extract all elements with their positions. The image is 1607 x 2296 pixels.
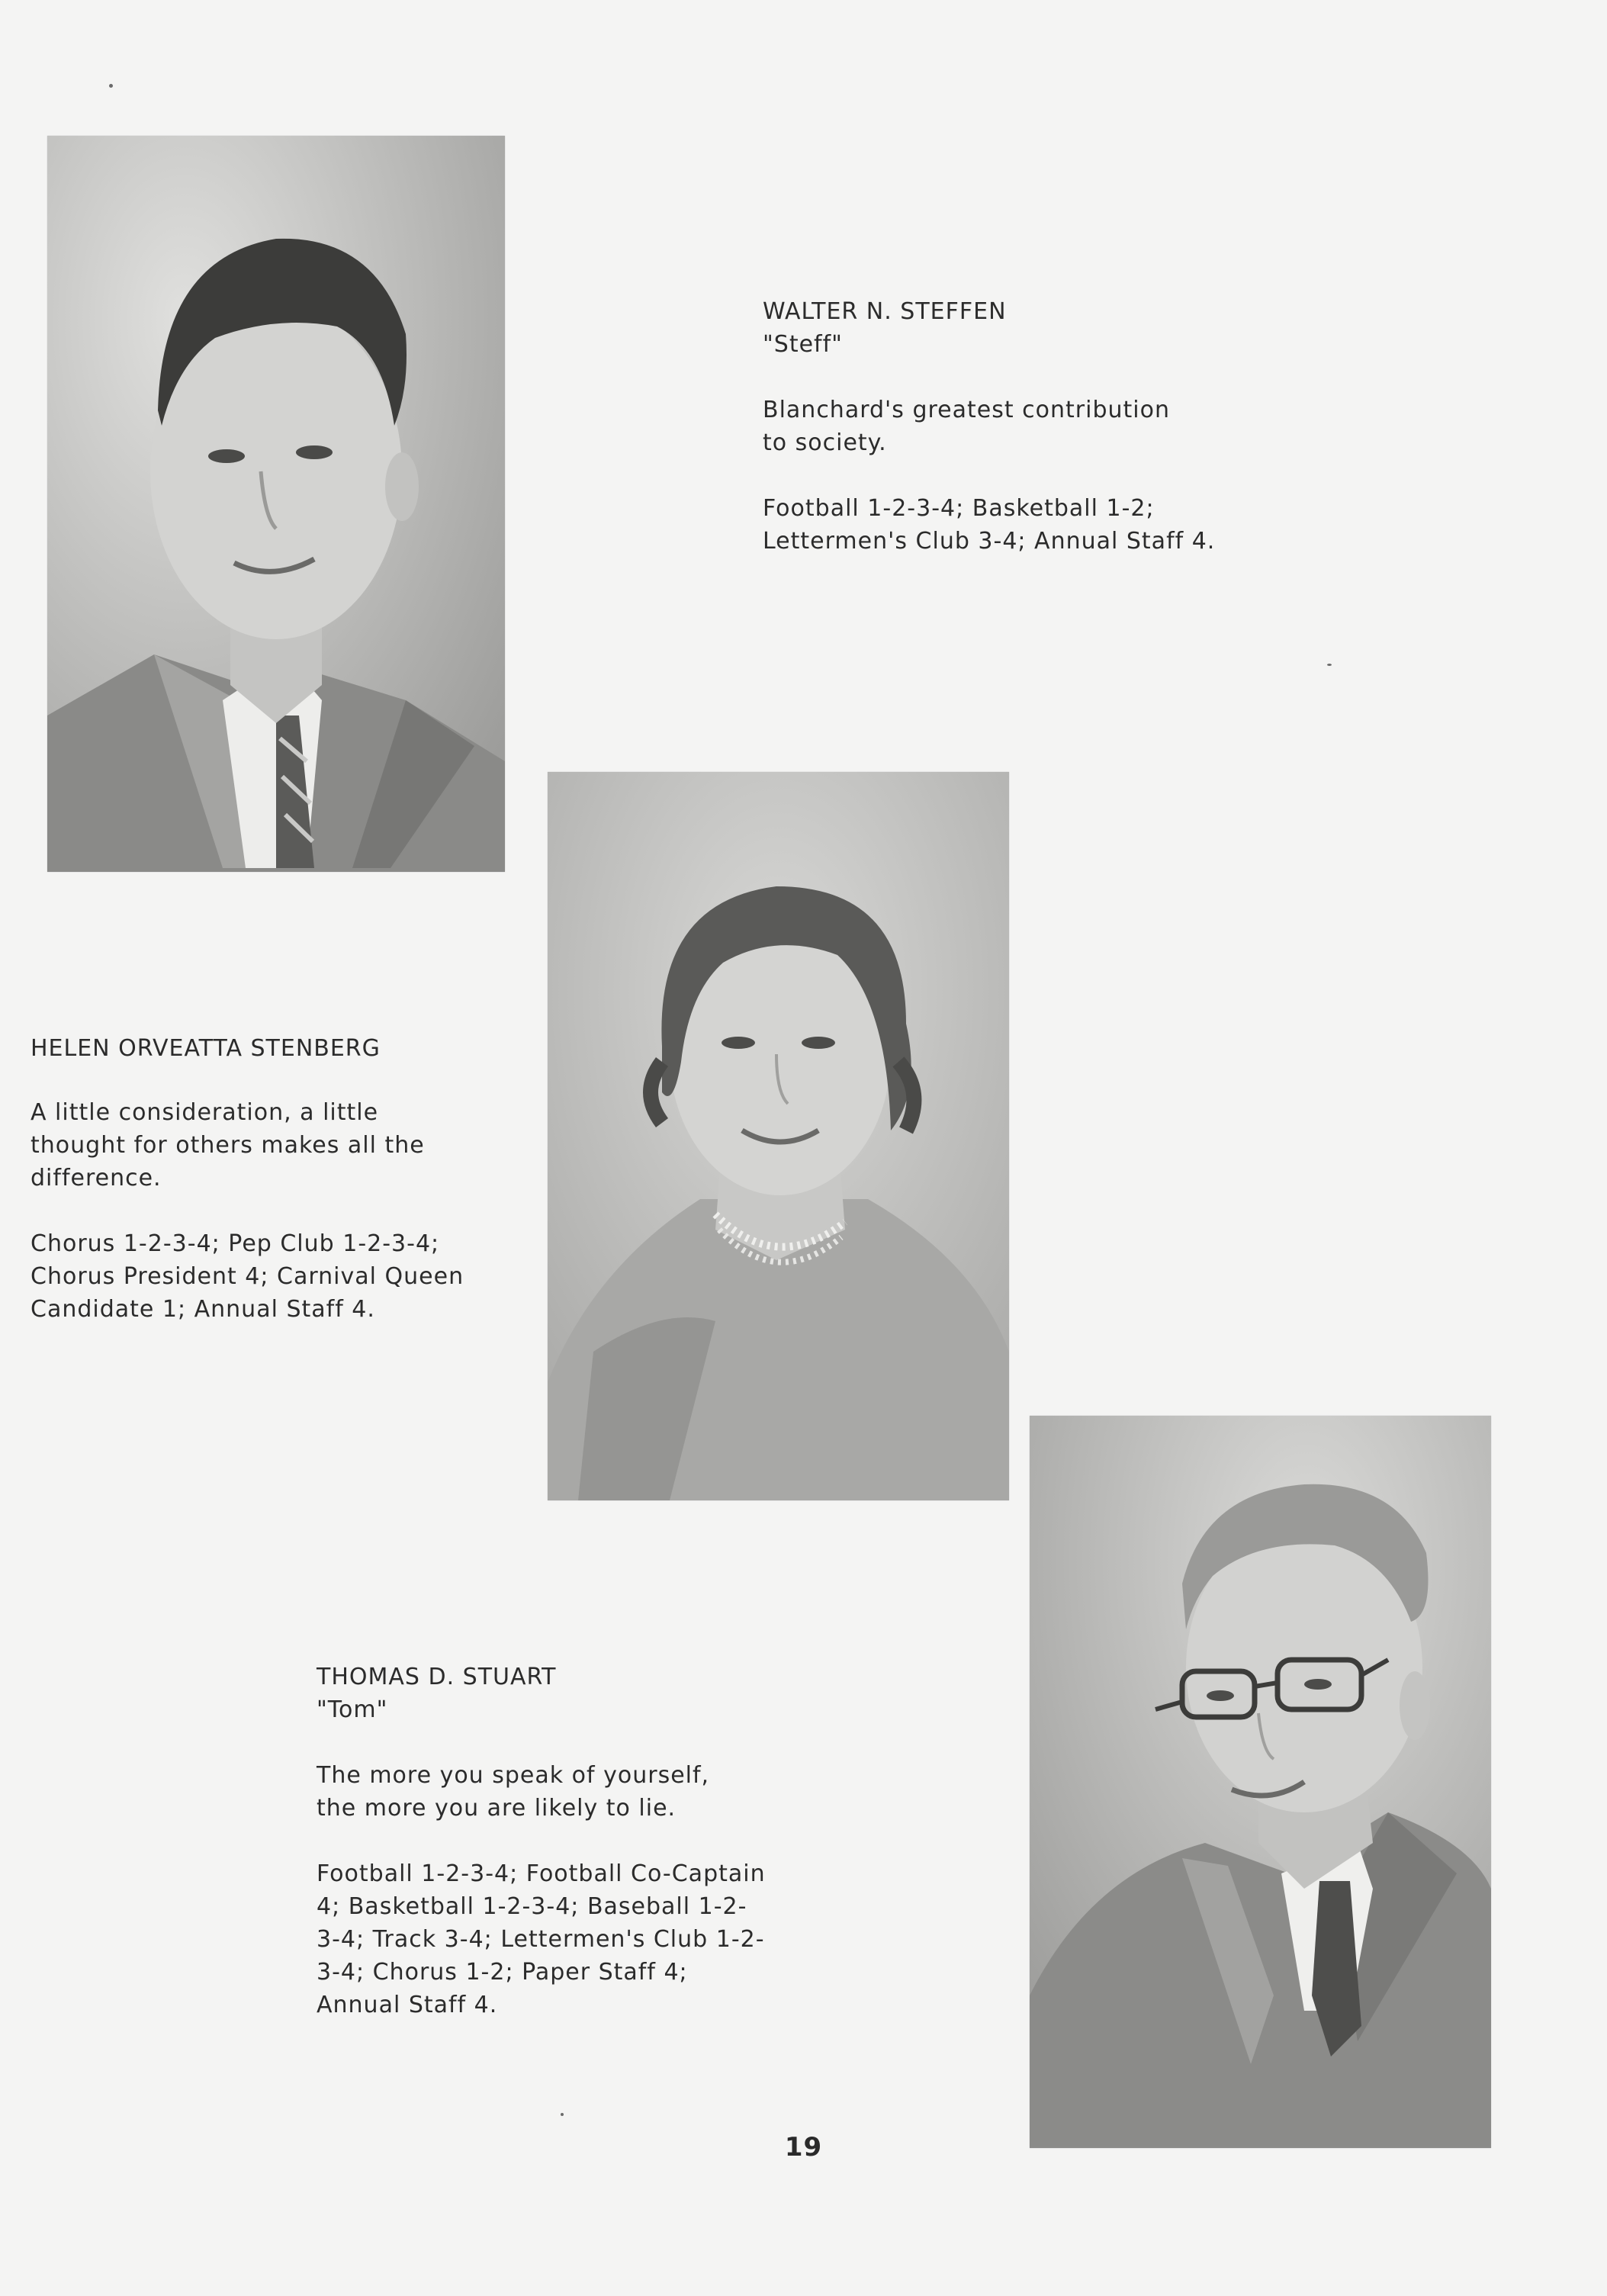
student-name: THOMAS D. STUART [317,1664,557,1690]
thomas-stuart-portrait [1030,1416,1491,2148]
student-nickname: "Steff" [763,331,843,358]
walter-steffen-portrait [47,136,505,872]
student-quote: Blanchard's greatest contribution to society. [763,397,1170,456]
student-quote: A little consideration, a little thought for others makes all the difference. [31,1099,425,1191]
student-activities: Chorus 1-2-3-4; Pep Club 1-2-3-4; Chorus President 4; Carnival Queen Candidate 1; Annual Staff 4. [31,1230,464,1323]
paper-speck [109,84,113,88]
student-quote: The more you speak of yourself, the more you are likely to lie. [317,1762,710,1822]
student-activities: Football 1-2-3-4; Football Co-Captain 4; Basketball 1-2-3-4; Baseball 1-2-3-4; Track 3-4; Lettermen's Club 1-2-3-4; Chorus 1-2; Paper Staff 4; Annual Staff 4. [317,1860,766,2018]
paper-speck [561,2113,564,2116]
helen-stenberg-portrait [548,772,1009,1500]
student-name: WALTER N. STEFFEN [763,298,1007,325]
helen-stenberg-bio [31,1032,519,1326]
walter-steffen-bio [763,295,1297,558]
paper-speck [1327,664,1332,666]
student-name: HELEN ORVEATTA STENBERG [31,1035,381,1062]
student-activities: Football 1-2-3-4; Basketball 1-2; Lettermen's Club 3-4; Annual Staff 4. [763,495,1216,555]
student-nickname: "Tom" [317,1696,388,1723]
thomas-stuart-bio [317,1661,774,2021]
page-number: 19 [784,2132,823,2163]
